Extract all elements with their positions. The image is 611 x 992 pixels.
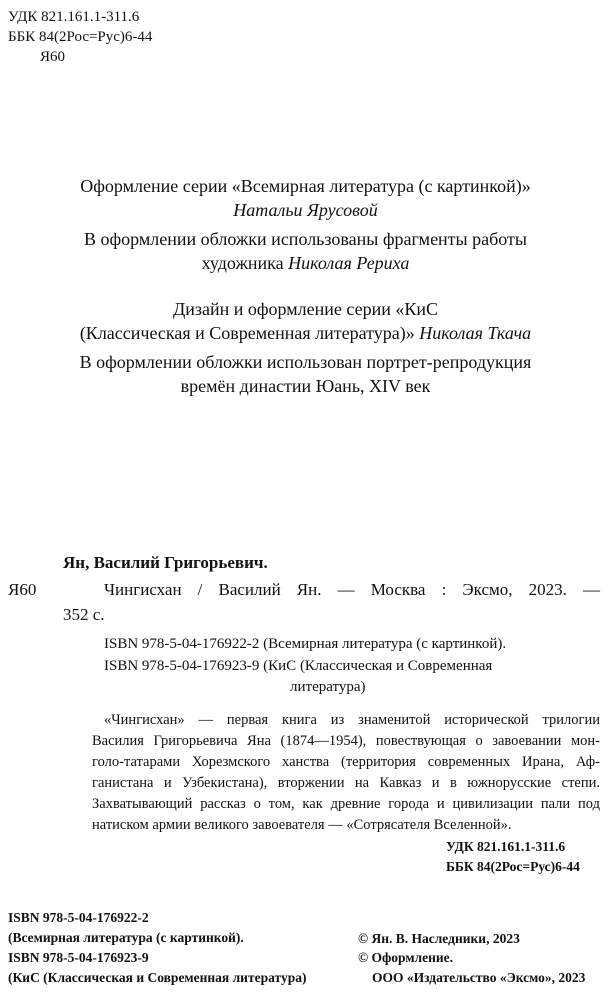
annotation-line: Василия Григорьевича Яна (1874—1954), повествующая о завоевании мон-: [92, 733, 600, 749]
catalog-udk: УДК 821.161.1-311.6: [446, 839, 566, 854]
annotation-line: Захватывающий рассказ о том, как древние города и цивилизации пали под: [92, 796, 600, 812]
credit-kis-design-line1: Дизайн и оформление серии «КиС: [172, 299, 439, 319]
catalog-author-heading: Ян, Василий Григорьевич.: [63, 553, 268, 572]
footer-isbn1-series: (Всемирная литература (с картинкой).: [8, 930, 244, 945]
bbk-index: ББК 84(2Рос=Рус)6-44: [8, 29, 153, 45]
annotation-line: «Чингисхан» — первая книга из знаменитой исторической трилогии: [104, 712, 600, 728]
credit-cover-portrait-line2: времён династии Юань, XIV век: [180, 376, 431, 396]
footer-copyright-heirs: © Ян. В. Наследники, 2023: [358, 931, 520, 946]
credit-cover-fragments-prefix: художника: [201, 253, 289, 273]
footer-isbn1: ISBN 978-5-04-176922-2: [8, 910, 149, 925]
credit-cover-fragments: [0, 227, 611, 275]
footer-isbn2-series: (КиС (Классическая и Современная литература): [8, 970, 307, 985]
credit-cover-portrait-line1: В оформлении обложки использован портрет-репродукция: [79, 352, 532, 372]
credit-series-design-text: Оформление серии «Всемирная литература (с картинкой)»: [80, 176, 531, 196]
credit-kis-design-name: Николая Ткача: [419, 323, 532, 343]
catalog-isbn2-line2: литература): [290, 679, 366, 695]
author-mark: Я60: [40, 49, 66, 65]
credit-cover-portrait: [0, 350, 611, 398]
annotation-line: натиском армии великого завоевателя — «Сотрясателя Вселенной».: [92, 817, 512, 833]
udk-index: УДК 821.161.1-311.6: [8, 9, 140, 25]
footer-isbn2: ISBN 978-5-04-176923-9: [8, 950, 149, 965]
catalog-isbn2-line1: ISBN 978-5-04-176923-9 (КиС (Классическая и Современная: [104, 658, 493, 674]
catalog-isbn1: ISBN 978-5-04-176922-2 (Всемирная литература (с картинкой).: [104, 636, 507, 652]
footer-copyright-publisher: ООО «Издательство «Эксмо», 2023: [372, 970, 586, 985]
credit-cover-fragments-name: Николая Рериха: [288, 253, 410, 273]
credit-cover-fragments-line1: В оформлении обложки использованы фрагменты работы: [83, 229, 528, 249]
footer-copyright-design: © Оформление.: [358, 950, 454, 965]
annotation-line: голо-татарами Хорезмского ханства (территория современных Ирана, Аф-: [92, 754, 600, 770]
credit-kis-design: [0, 297, 611, 345]
catalog-title-line2: 352 с.: [63, 605, 105, 624]
catalog-author-mark: Я60: [8, 580, 37, 599]
catalog-annotation: [92, 710, 600, 836]
credit-series-design-name: Натальи Ярусовой: [233, 200, 378, 220]
annotation-line: ганистана и Узбекистана), вторжении на Кавказ и в южнорусские степи.: [92, 775, 600, 791]
catalog-title-line1: Чингисхан / Василий Ян. — Москва : Эксмо, 2023. —: [104, 580, 600, 599]
catalog-bbk: ББК 84(2Рос=Рус)6-44: [446, 859, 580, 874]
credit-kis-design-line2: (Классическая и Современная литература)»: [79, 323, 415, 343]
credit-series-design: [0, 174, 611, 222]
